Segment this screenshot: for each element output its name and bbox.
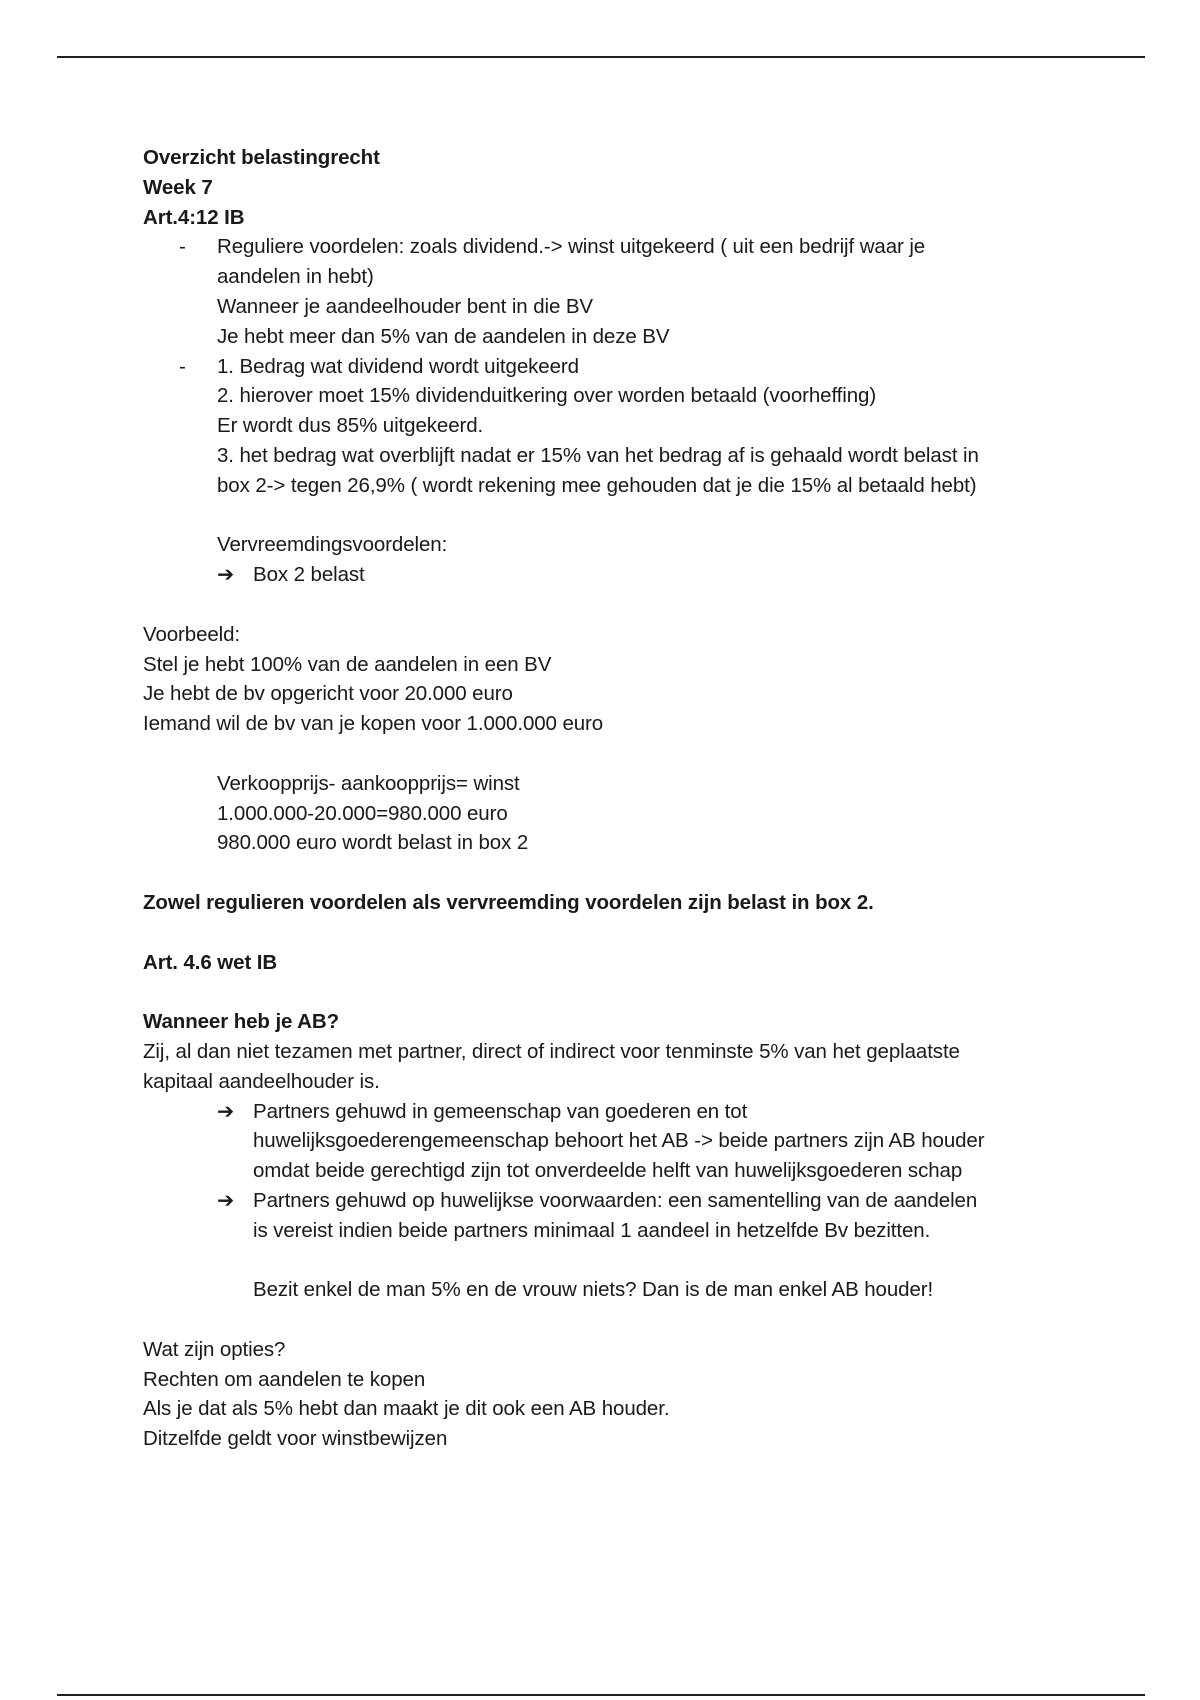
text-line: Stel je hebt 100% van de aandelen in een BV xyxy=(143,652,552,676)
document-body xyxy=(143,143,1083,1454)
text-line: kapitaal aandeelhouder is. xyxy=(143,1069,380,1093)
text-line: Box 2 belast xyxy=(253,563,365,587)
text-line: box 2-> tegen 26,9% ( wordt rekening mee gehouden dat je die 15% al betaald hebt) xyxy=(217,473,977,497)
dash-bullet: - xyxy=(179,354,186,378)
list-item xyxy=(143,1186,1083,1246)
vervreemding-label: Vervreemdingsvoordelen: xyxy=(217,533,448,557)
header-rule xyxy=(57,56,1145,58)
text-line: Je hebt meer dan 5% van de aandelen in deze BV xyxy=(217,324,670,348)
list-item xyxy=(143,352,1083,501)
week-label: Week 7 xyxy=(143,175,213,199)
text-line: Er wordt dus 85% uitgekeerd. xyxy=(217,414,484,438)
text-line: 3. het bedrag wat overblijft nadat er 15% van het bedrag af is gehaald wordt belast in xyxy=(217,443,979,467)
calc-line: 980.000 euro wordt belast in box 2 xyxy=(217,831,529,855)
text-line: Ditzelfde geldt voor winstbewijzen xyxy=(143,1427,448,1451)
text-line: is vereist indien beide partners minimaal 1 aandeel in hetzelfde Bv bezitten. xyxy=(253,1218,931,1242)
arrow-right-icon: ➔ xyxy=(217,1099,235,1123)
text-line: huwelijksgoederengemeenschap behoort het AB -> beide partners zijn AB houder xyxy=(253,1129,985,1153)
text-line: Partners gehuwd op huwelijkse voorwaarden: een samentelling van de aandelen xyxy=(253,1188,978,1212)
arrow-right-icon: ➔ xyxy=(217,563,235,587)
footer-rule xyxy=(57,1694,1145,1696)
text-line: 2. hierover moet 15% dividenduitkering over worden betaald (voorheffing) xyxy=(217,384,877,408)
calc-line: 1.000.000-20.000=980.000 euro xyxy=(217,801,508,825)
text-line: Zij, al dan niet tezamen met partner, direct of indirect voor tenminste 5% van het geplaatste xyxy=(143,1039,960,1063)
dash-bullet: - xyxy=(179,235,186,259)
section-heading: Wanneer heb je AB? xyxy=(143,1010,340,1034)
text-line: Je hebt de bv opgericht voor 20.000 euro xyxy=(143,682,513,706)
section-heading: Wat zijn opties? xyxy=(143,1337,286,1361)
text-line: Wanneer je aandeelhouder bent in die BV xyxy=(217,294,594,318)
text-line: Rechten om aandelen te kopen xyxy=(143,1367,426,1391)
article-heading: Art.4:12 IB xyxy=(143,205,245,229)
article-heading: Art. 4.6 wet IB xyxy=(143,950,278,974)
text-line: 1. Bedrag wat dividend wordt uitgekeerd xyxy=(217,354,579,378)
list-item xyxy=(143,560,1083,590)
calc-line: Verkoopprijs- aankoopprijs= winst xyxy=(217,771,520,795)
text-line: Reguliere voordelen: zoals dividend.-> winst uitgekeerd ( uit een bedrijf waar je xyxy=(217,235,926,259)
text-line: Partners gehuwd in gemeenschap van goederen en tot xyxy=(253,1099,748,1123)
example-label: Voorbeeld: xyxy=(143,622,241,646)
summary-statement: Zowel regulieren voordelen als vervreemding voordelen zijn belast in box 2. xyxy=(143,890,874,914)
text-line: omdat beide gerechtigd zijn tot onverdeelde helft van huwelijksgoederen schap xyxy=(253,1159,963,1183)
document-title: Overzicht belastingrecht xyxy=(143,146,380,169)
text-line: Als je dat als 5% hebt dan maakt je dit ook een AB houder. xyxy=(143,1397,670,1421)
note-line: Bezit enkel de man 5% en de vrouw niets? Dan is de man enkel AB houder! xyxy=(253,1278,934,1302)
list-item xyxy=(143,232,1083,351)
text-line: Iemand wil de bv van je kopen voor 1.000.000 euro xyxy=(143,712,604,736)
text-line: aandelen in hebt) xyxy=(217,265,374,289)
list-item xyxy=(143,1097,1083,1186)
arrow-right-icon: ➔ xyxy=(217,1188,235,1212)
